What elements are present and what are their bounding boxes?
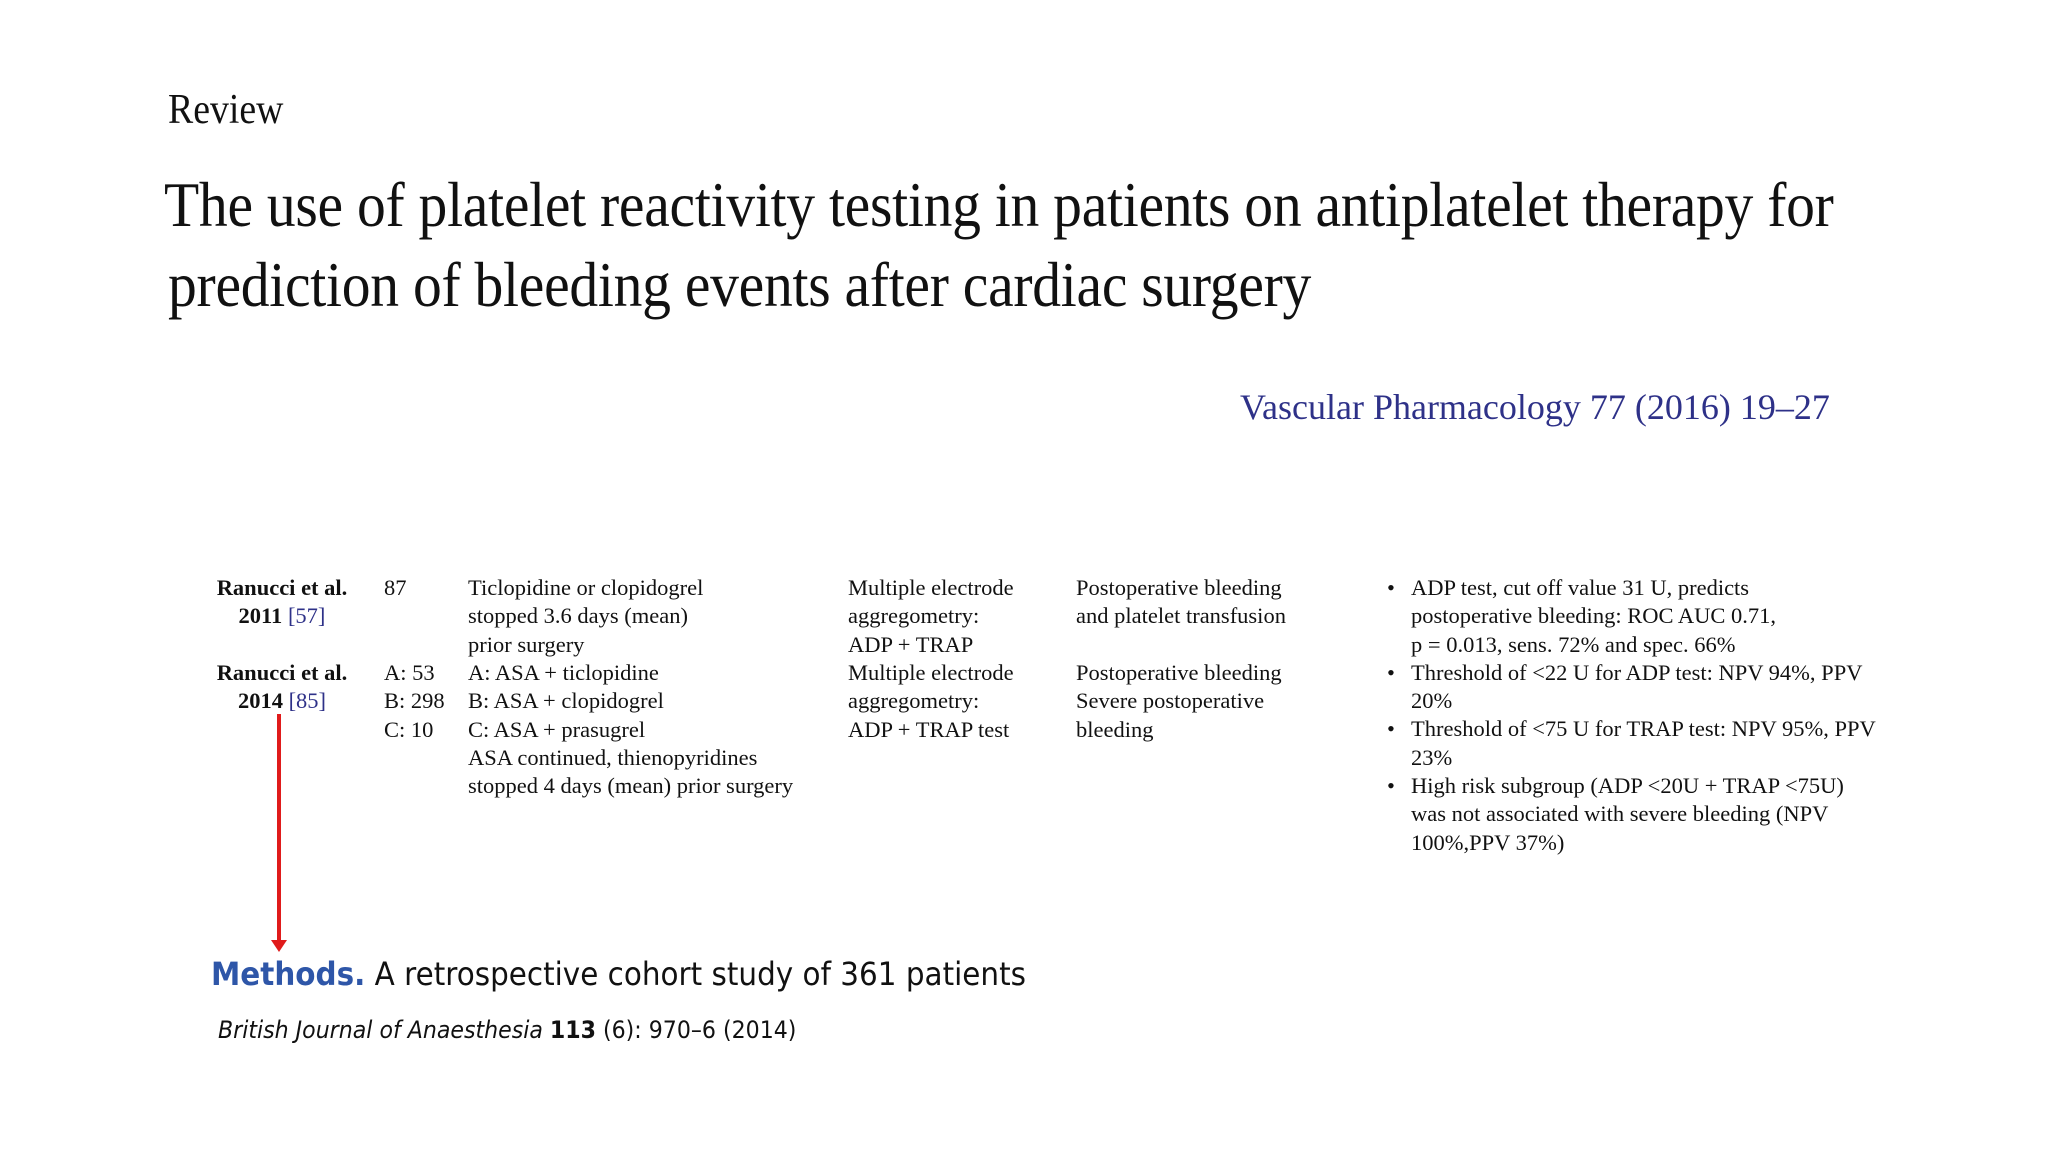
drug-line: C: ASA + prasugrel — [468, 716, 646, 742]
bja-journal-name: British Journal of Anaesthesia — [218, 1016, 543, 1044]
result-bullet: • High risk subgroup (ADP <20U + TRAP <75U) was not associated with severe bleeding (NPV 100%,PPV 37%) — [1387, 772, 1876, 857]
author-year: 2014 — [237, 688, 283, 714]
bja-pages: (6): 970–6 (2014) — [595, 1016, 797, 1044]
methods-excerpt — [211, 955, 1026, 993]
table-row-1-outcome — [1076, 574, 1286, 631]
result-bullet: • Threshold of <22 U for ADP test: NPV 94%, PPV 20% — [1387, 659, 1876, 716]
author-name: Ranucci et al. — [216, 660, 348, 685]
author-year: 2011 — [238, 603, 283, 629]
outcome-line: Postoperative bleeding — [1076, 660, 1282, 685]
bja-citation — [218, 1016, 796, 1044]
outcome-line: bleeding — [1076, 716, 1154, 742]
methods-label: Methods. — [211, 955, 366, 993]
outcome-line: Severe postoperative — [1076, 688, 1265, 714]
drug-line: stopped 3.6 days (mean) — [468, 603, 688, 629]
table-row-2-drugs — [468, 659, 793, 800]
test-line: ADP + TRAP — [848, 631, 974, 657]
patient-count: C: 10 — [384, 716, 434, 742]
section-label: Review — [168, 87, 284, 133]
result-bullet: • ADP test, cut off value 31 U, predicts postoperative bleeding: ROC AUC 0.71, p = 0.013, sens. 72% and spec. 66% — [1387, 574, 1876, 659]
red-arrow-line — [277, 714, 281, 944]
red-arrow-head-icon — [271, 940, 287, 952]
test-line: ADP + TRAP test — [848, 716, 1010, 742]
reference-link[interactable]: [85] — [288, 688, 327, 714]
table-row-1-n — [384, 574, 407, 602]
article-title-line-1: The use of platelet reactivity testing in patients on antiplatelet therapy for — [164, 169, 1834, 240]
outcome-line: Postoperative bleeding — [1076, 575, 1282, 600]
drug-line: Ticlopidine or clopidogrel — [468, 575, 704, 600]
drug-line: stopped 4 days (mean) prior surgery — [468, 773, 794, 799]
table-row-2-n — [384, 659, 445, 744]
drug-line: B: ASA + clopidogrel — [468, 688, 664, 714]
table-row-2-test — [848, 659, 1014, 744]
drug-line: A: ASA + ticlopidine — [468, 660, 659, 685]
reference-link[interactable]: [57] — [287, 603, 326, 629]
drug-line: prior surgery — [468, 631, 585, 657]
table-row-1-test — [848, 574, 1014, 659]
table-row-2-author — [212, 659, 352, 716]
test-line: Multiple electrode — [848, 575, 1014, 600]
result-bullet: • Threshold of <75 U for TRAP test: NPV 95%, PPV 23% — [1387, 715, 1876, 772]
patient-count: B: 298 — [384, 688, 445, 714]
test-line: Multiple electrode — [848, 660, 1014, 685]
patient-count: 87 — [384, 575, 407, 600]
table-row-1-author — [212, 574, 352, 631]
table-row-1-drugs — [468, 574, 703, 659]
outcome-line: and platelet transfusion — [1076, 603, 1286, 629]
table-row-2-outcome — [1076, 659, 1282, 744]
test-line: aggregometry: — [848, 688, 980, 714]
bja-volume: 113 — [549, 1016, 596, 1044]
test-line: aggregometry: — [848, 603, 980, 629]
methods-text: A retrospective cohort study of 361 patients — [365, 955, 1026, 993]
drug-line: ASA continued, thienopyridines — [468, 744, 758, 770]
author-name: Ranucci et al. — [216, 575, 348, 600]
patient-count: A: 53 — [384, 660, 435, 685]
journal-reference: Vascular Pharmacology 77 (2016) 19–27 — [1240, 387, 1830, 427]
article-title-line-2: prediction of bleeding events after cardiac surgery — [168, 249, 1312, 320]
results-list — [1387, 574, 1876, 857]
